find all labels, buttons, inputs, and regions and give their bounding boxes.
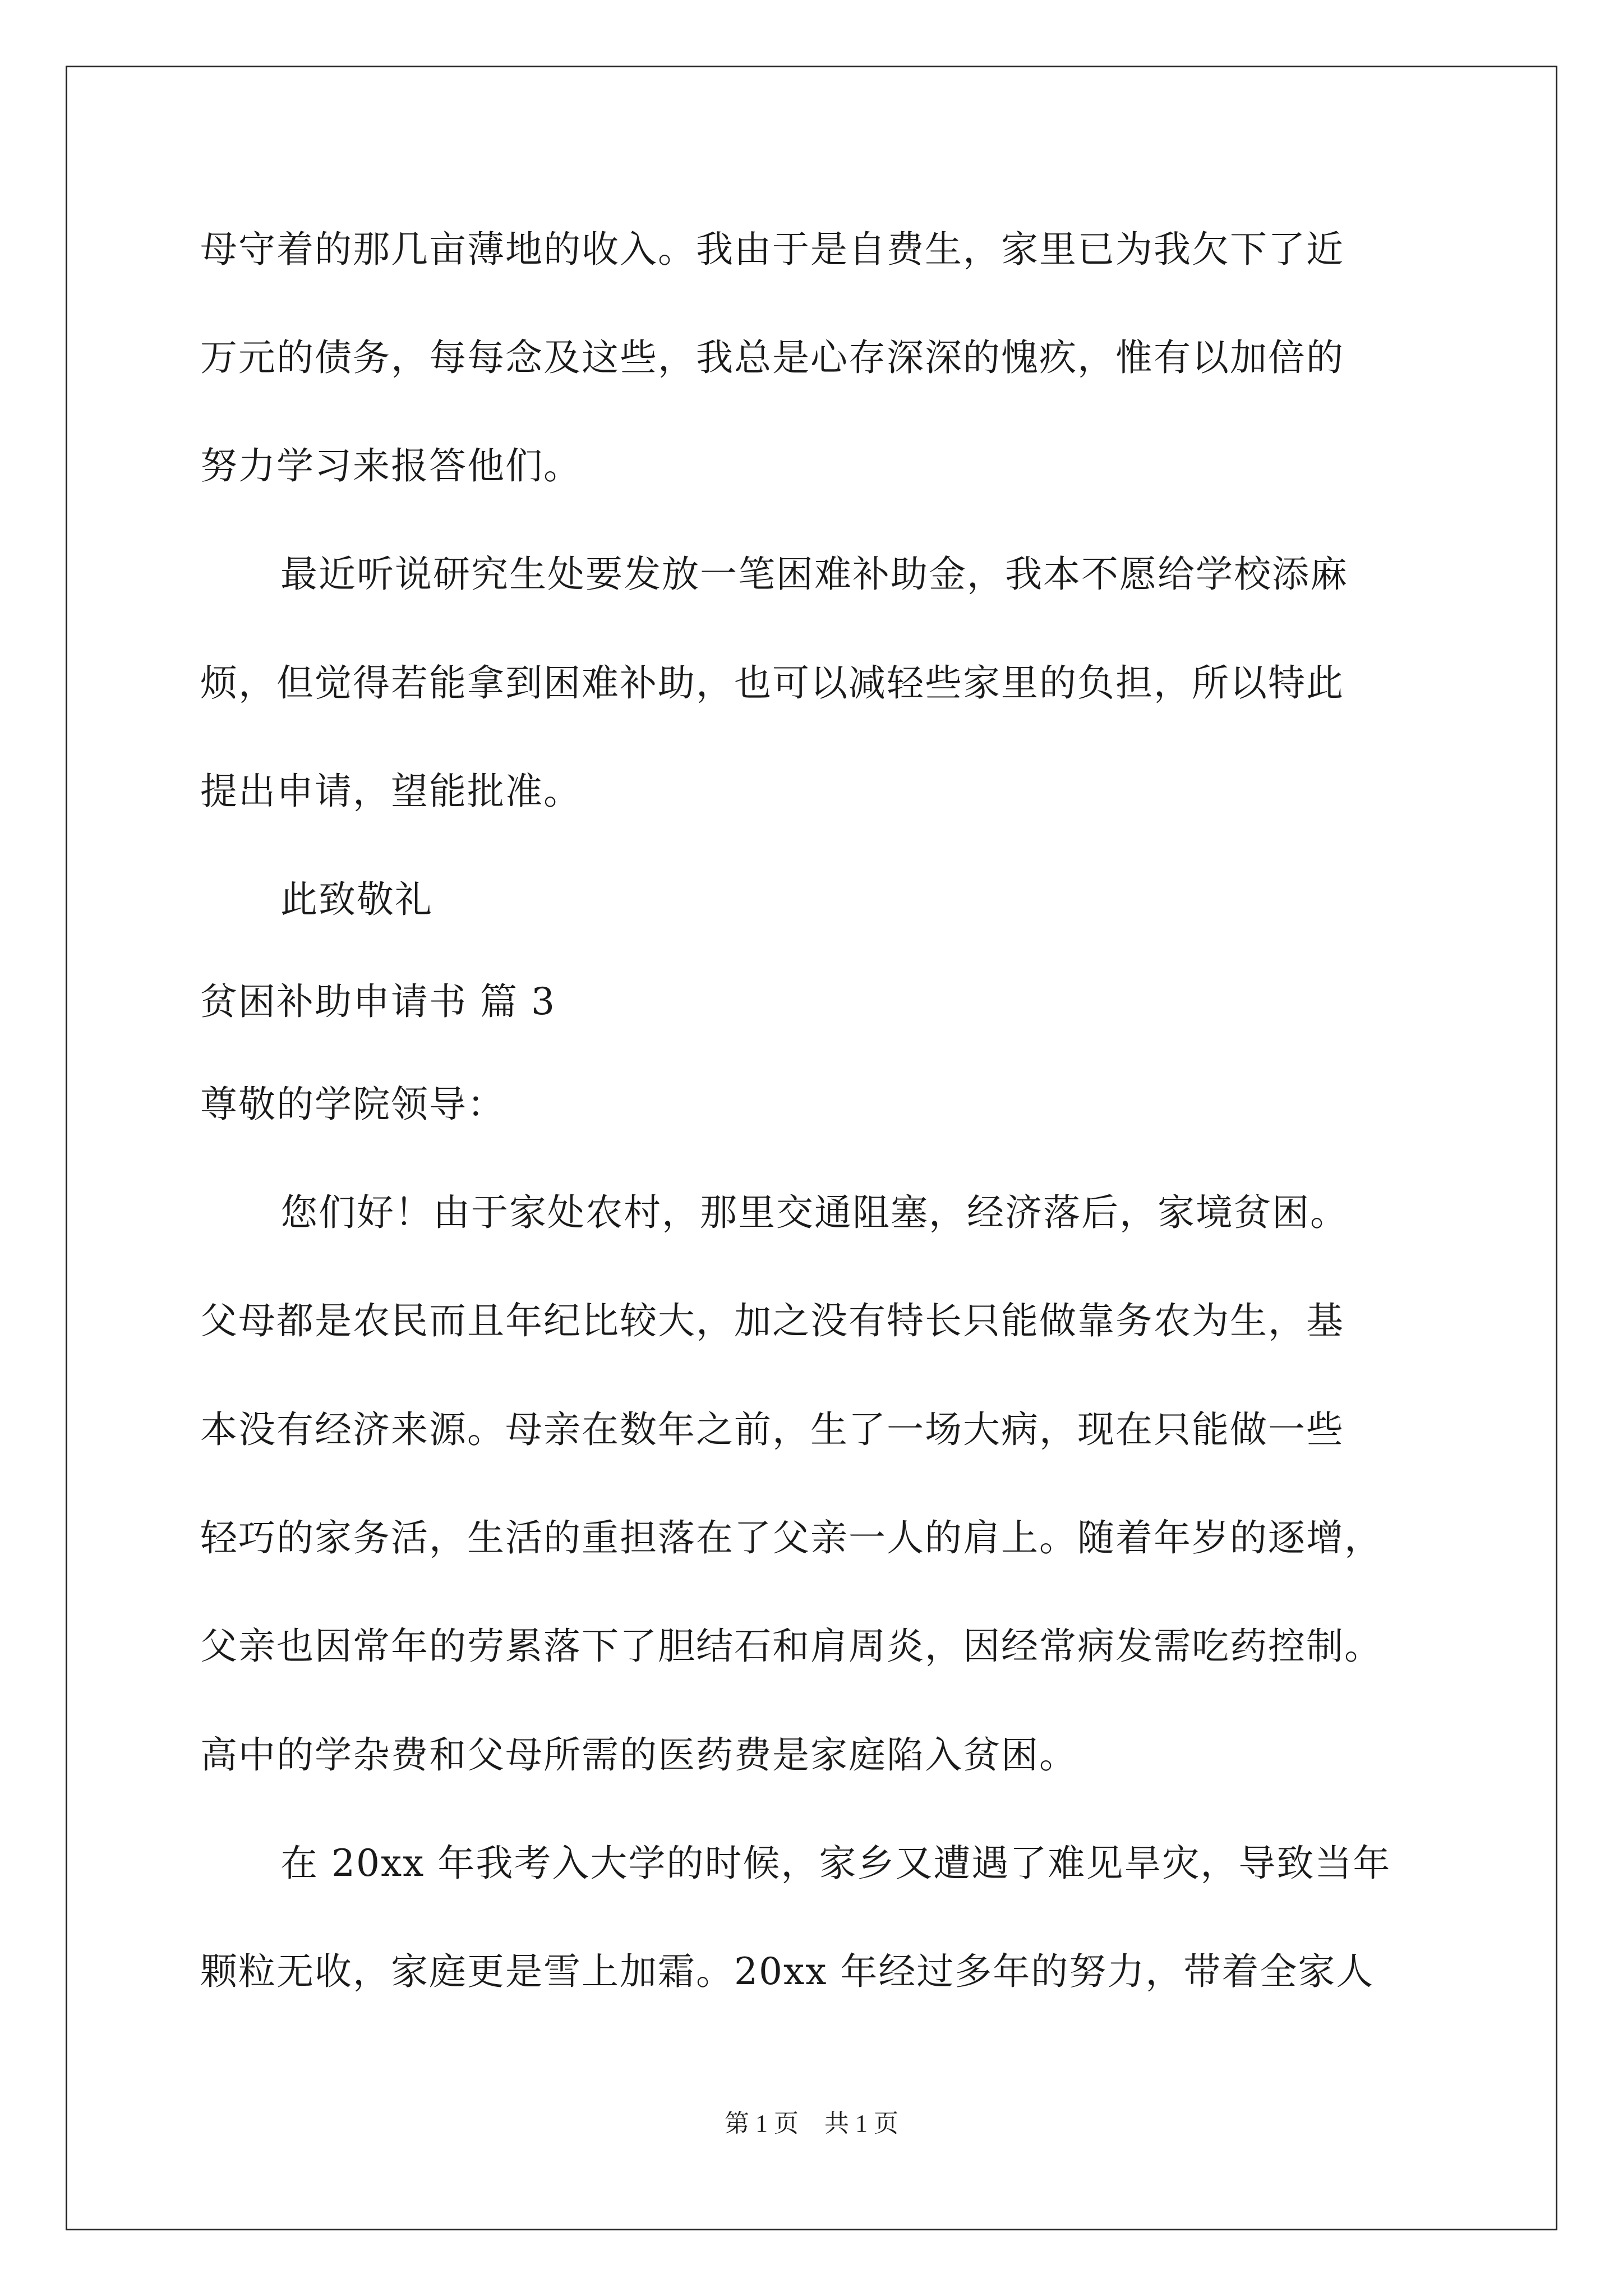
body-line-11: 父母都是农民而且年纪比较大，加之没有特长只能做靠务农为生，基 — [200, 1299, 1344, 1342]
body-line-6: 提出申请，望能批准。 — [200, 770, 582, 813]
section-heading: 贫困补助申请书 篇 3 — [200, 980, 556, 1023]
page-number: 第 1 页 — [725, 2110, 799, 2137]
body-line-15: 高中的学杂费和父母所需的医药费是家庭陷入贫困。 — [200, 1733, 1077, 1777]
body-line-12: 本没有经济来源。母亲在数年之前，生了一场大病，现在只能做一些 — [200, 1408, 1344, 1451]
body-line-1: 母守着的那几亩薄地的收入。我由于是自费生，家里已为我欠下了近 — [200, 228, 1344, 271]
body-line-16: 在 20xx 年我考入大学的时候，家乡又遭遇了难见旱灾，导致当年 — [280, 1842, 1391, 1885]
body-line-17: 颗粒无收，家庭更是雪上加霜。20xx 年经过多年的努力，带着全家人 — [200, 1950, 1375, 1993]
closing-salutation: 此致敬礼 — [280, 878, 433, 921]
body-line-13: 轻巧的家务活，生活的重担落在了父亲一人的肩上。随着年岁的逐增， — [200, 1516, 1382, 1559]
body-line-5: 烦，但觉得若能拿到困难补助，也可以减轻些家里的负担，所以特此 — [200, 661, 1344, 705]
body-line-14: 父亲也因常年的劳累落下了胆结石和肩周炎，因经常病发需吃药控制。 — [200, 1625, 1382, 1668]
body-line-3: 努力学习来报答他们。 — [200, 444, 582, 487]
page-footer — [0, 2108, 1623, 2139]
body-line-4: 最近听说研究生处要发放一笔困难补助金，我本不愿给学校添麻 — [280, 553, 1348, 596]
body-line-2: 万元的债务，每每念及这些，我总是心存深深的愧疚，惟有以加倍的 — [200, 336, 1344, 379]
page-total: 共 1 页 — [824, 2110, 898, 2137]
page-border — [66, 66, 1557, 2230]
letter-greeting: 尊敬的学院领导： — [200, 1083, 505, 1126]
body-line-10: 您们好！由于家处农村，那里交通阻塞，经济落后，家境贫困。 — [280, 1191, 1348, 1234]
